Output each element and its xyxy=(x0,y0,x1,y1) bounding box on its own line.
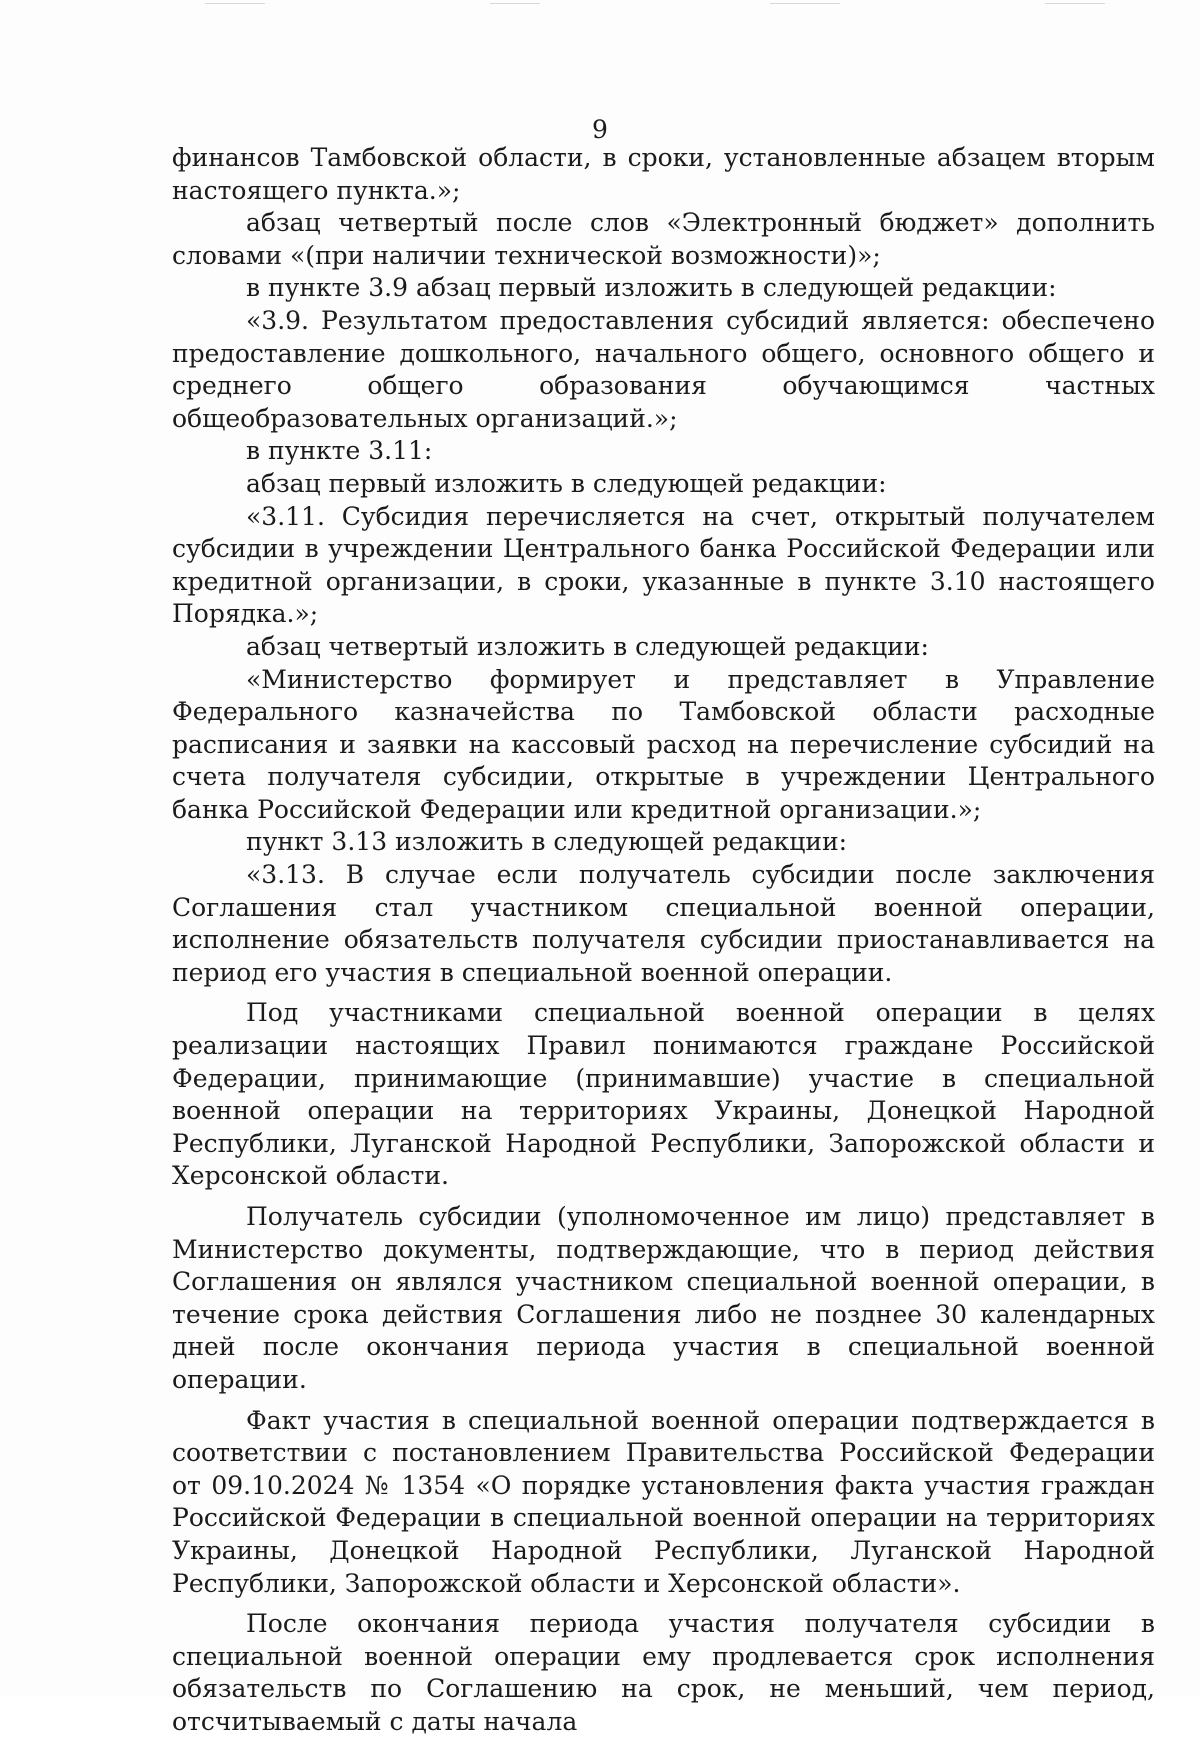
paragraph: финансов Тамбовской области, в сроки, установленные абзацем вторым настоящего пункта.»; xyxy=(172,143,1155,205)
paragraph: абзац четвертый изложить в следующей редакции: xyxy=(246,631,929,661)
paragraph: в пункте 3.11: xyxy=(246,436,433,466)
paragraph: в пункте 3.9 абзац первый изложить в следующей редакции: xyxy=(246,273,1057,303)
paragraph: абзац четвертый после слов «Электронный бюджет» дополнить словами «(при наличии технической возможности)»; xyxy=(172,208,1155,270)
paragraph: Факт участия в специальной военной операции подтверждается в соответствии с постановлением Правительства Российской Федерации от 09.10.2024 № 1354 «О порядке установления факта участия граждан Российской Федерации в специальной военной операции на территориях Украины, Донецкой Народной Республики, Луганской Народной Республики, Запорожской области и Херсонской области». xyxy=(172,1405,1155,1598)
scan-edge-mark xyxy=(490,3,540,4)
paragraph: «Министерство формирует и представляет в Управление Федерального казначейства по Тамбовской области расходные расписания и заявки на кассовый расход на перечисление субсидий на счета получателя субсидии, открытые в учреждении Центрального банка Российской Федерации или кредитной организации.»; xyxy=(172,664,1155,824)
paragraph: абзац первый изложить в следующей редакции: xyxy=(246,468,887,498)
paragraph: «3.9. Результатом предоставления субсидий является: обеспечено предоставление дошкольного, начального общего, основного общего и среднего общего образования обучающимся частных общеобразовательных организаций.»; xyxy=(172,305,1155,433)
scan-edge-mark xyxy=(770,3,840,4)
page-number: 9 xyxy=(592,115,608,144)
paragraph: «3.11. Субсидия перечисляется на счет, открытый получателем субсидии в учреждении Центрального банка Российской Федерации или кредитной организации, в сроки, указанные в пункте 3.10 настоящего Порядка.»; xyxy=(172,501,1155,629)
paragraph: После окончания периода участия получателя субсидии в специальной военной операции ему продлевается срок исполнения обязательств по Соглашению на срок, не меньший, чем период, отсчитываемый с даты начала xyxy=(172,1609,1155,1736)
paragraph: Получатель субсидии (уполномоченное им лицо) представляет в Министерство документы, подтверждающие, что в период действия Соглашения он являлся участником специальной военной операции, в течение срока действия Соглашения либо не позднее 30 календарных дней после окончания периода участия в специальной военной операции. xyxy=(172,1202,1155,1394)
scan-edge-mark xyxy=(1045,3,1105,4)
scan-edge-mark xyxy=(205,3,265,4)
paragraph: Под участниками специальной военной операции в целях реализации настоящих Правил понимаются граждане Российской Федерации, принимающие (принимавшие) участие в специальной военной операции на территориях Украины, Донецкой Народной Республики, Луганской Народной Республики, Запорожской области и Херсонской области. xyxy=(172,998,1155,1191)
paragraph: пункт 3.13 изложить в следующей редакции: xyxy=(246,827,848,857)
paragraph: «3.13. В случае если получатель субсидии после заключения Соглашения стал участником специальной военной операции, исполнение обязательств получателя субсидии приостанавливается на период его участия в специальной военной операции. xyxy=(172,860,1155,987)
document-body xyxy=(172,142,1155,1739)
